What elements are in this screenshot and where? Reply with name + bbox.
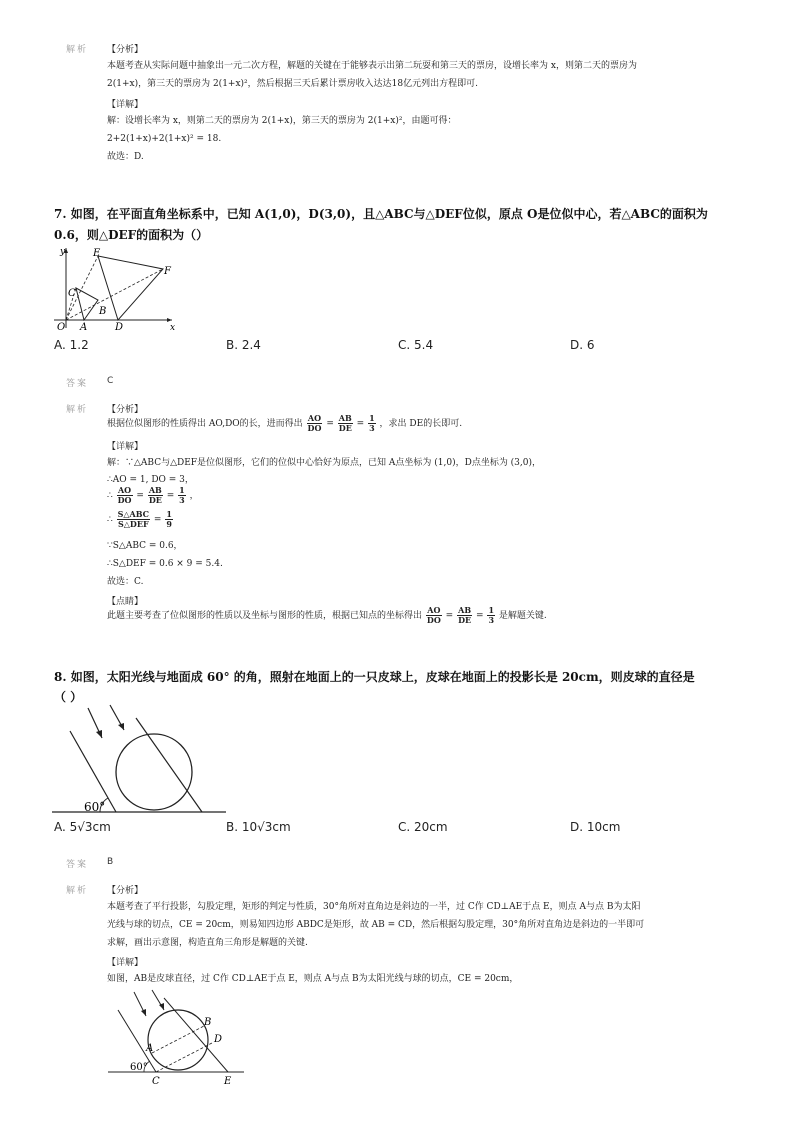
label-d: D [214,1034,223,1045]
q8-answer: B [107,857,114,867]
q7-conclusion: 故选：C. [107,577,144,587]
q7-figure [50,244,180,334]
q8-stem-line2: （ ） [54,690,83,704]
q6-analysis-line2: 2(1+x)，第三天的票房为 2(1+x)²，然后根据三天后累计票房收入达达18亿元列出方程即可. [107,79,478,89]
fraction-ao-do: $\frac{AO}{DO}$ [426,605,441,625]
label-y: y [60,247,66,257]
fraction-ab-de: $\frac{AB}{DE}$ [338,413,352,433]
label-b: B [99,306,107,317]
q7-detail-heading: 【详解】 [107,442,144,452]
arrow-head-icon [96,730,102,738]
triangle-def [98,256,163,320]
x-axis-arrow-icon [167,318,172,322]
q7-stem-line1: 7. 如图，在平面直角坐标系中，已知 A(1,0)，D(3,0)，且△ABC与△DEF位似，原点 O是位似中心，若△ABC的面积为 [54,207,708,221]
label-e: E [224,1076,232,1087]
q6-detail-line1: 解：设增长率为 x，则第二天的票房为 2(1+x)，第三天的票房为 2(1+x)²，由题可得： [107,116,457,126]
arrow-head-icon [159,1003,164,1010]
q8-analysis-heading: 【分析】 [107,886,144,896]
fraction-one-third: $\frac{1}{3}$ [179,485,185,505]
ball-circle [148,1010,208,1070]
q7-analysis-text-a: 根据位似图形的性质得出 AO,DO的长，进而得出 [107,419,303,429]
q7-answer-label: 答案 [66,379,89,389]
q7-analysis-label: 解析 [66,405,89,415]
q8-detail-heading: 【详解】 [107,958,144,968]
q8-analysis-line1: 本题考查了平行投影，勾股定理，矩形的判定与性质，30°角所对直角边是斜边的一半，过 C作 CD⊥AE于点 E，则点 A与点 B为太阳 [107,902,641,912]
q7-option-c: C. 5.4 [398,338,434,352]
q8-detail-line1: 如图，AB是皮球直径，过 C作 CD⊥AE于点 E，则点 A与点 B为太阳光线与球的切点，CE = 20cm， [107,974,519,984]
ray-of [66,269,163,320]
q8-solution-figure [104,988,254,1088]
ball-circle [116,734,192,810]
analysis-heading: 【分析】 [107,45,144,55]
sun-ray-right [136,718,202,812]
q7-detail-line4: ∴ $\frac{\text{S△ABC}}{\text{S△DEF}}$ = $\frac{1}{9}$ [107,509,172,529]
q8-option-a: A. 5√3cm [54,820,111,834]
q7-detail-line3: ∴ $\frac{AO}{DO}$ = $\frac{AB}{DE}$ = $\frac{1}{3}$ ， [107,485,199,505]
detail-heading: 【详解】 [107,100,144,110]
q8-option-d: D. 10cm [570,820,621,834]
q7-answer: C [107,376,114,386]
label-x: x [170,323,176,333]
q7-option-d: D. 6 [570,338,595,352]
label-d: D [115,322,124,333]
segment-cd [156,1043,212,1072]
q7-option-a: A. 1.2 [54,338,89,352]
analysis-label: 解析 [66,45,89,55]
angle-label: 60° [84,800,106,814]
fraction-ab-de: $\frac{AB}{DE}$ [148,485,162,505]
q8-stem-line1: 8. 如图，太阳光线与地面成 60° 的角，照射在地面上的一只皮球上，皮球在地面上的投影长是 20cm，则皮球的直径是 [54,670,695,684]
label-a: A [146,1043,154,1054]
q7-analysis-text-b: ，求出 DE的长即可. [379,419,463,429]
fraction-one-third: $\frac{1}{3}$ [488,605,495,625]
label-a: A [80,322,88,333]
fraction-area-ratio: $\frac{\text{S△ABC}}{\text{S△DEF}}$ [117,509,150,529]
q8-analysis-line3: 求解，画出示意图，构造直角三角形是解题的关键. [107,938,308,948]
label-c: C [68,288,76,299]
q8-analysis-label: 解析 [66,886,89,896]
q7-analysis-heading: 【分析】 [107,405,144,415]
q7-analysis-line: 根据位似图形的性质得出 AO,DO的长，进而得出 $\frac{AO}{DO}$ = $\frac{AB}{DE}$ = $\frac{1}{3}$ ，求出 DE的长即可. [107,413,463,433]
q7-tips-heading: 【点睛】 [107,597,144,607]
label-f: F [164,266,171,277]
q7-tips-line: 此题主要考查了位似图形的性质以及坐标与图形的性质，根据已知点的坐标得出 $\frac{AO}{DO}$ = $\frac{AB}{DE}$ = $\frac{1}{3}$ 是解题关键. [107,605,547,625]
fraction-ab-de: $\frac{AB}{DE}$ [458,605,472,625]
q8-figure [50,700,230,818]
q8-option-c: C. 20cm [398,820,448,834]
q7-stem-line2: 0.6，则△DEF的面积为（） [54,228,209,242]
q8-option-b: B. 10√3cm [226,820,291,834]
q8-analysis-line2: 光线与球的切点，CE = 20cm，则易知四边形 ABDC是矩形，故 AB = CD，然后根据勾股定理，30°角所对直角边是斜边的一半即可 [107,920,645,930]
label-c: C [152,1076,160,1087]
fraction-one-third: $\frac{1}{3}$ [369,413,375,433]
q6-conclusion: 故选：D. [107,152,144,162]
q7-detail-line5: ∵S△ABC = 0.6， [107,541,183,551]
q6-analysis-line1: 本题考查从实际问题中抽象出一元二次方程，解题的关键在于能够表示出第二玩耍和第三天的票房，设增长率为 x，则第二天的票房为 [107,61,637,71]
fraction-ao-do: $\frac{AO}{DO}$ [117,485,132,505]
fraction-ao-do: $\frac{AO}{DO}$ [307,413,322,433]
q7-detail-line6: ∴S△DEF = 0.6 × 9 = 5.4. [107,559,223,569]
label-b: B [204,1017,212,1028]
diameter-ab [152,1026,204,1053]
label-o: O [57,322,66,333]
q7-option-b: B. 2.4 [226,338,261,352]
arrow-head-icon [141,1009,146,1016]
q7-detail-line1: 解：∵△ABC与△DEF是位似图形，它们的位似中心恰好为原点，已知 A点坐标为 (1,0)，D点坐标为 (3,0)， [107,458,542,468]
angle-label: 60° [130,1062,148,1073]
q7-detail-line2: ∴AO = 1, DO = 3， [107,475,194,485]
arrow-head-icon [118,723,124,730]
fraction-one-ninth: $\frac{1}{9}$ [166,509,172,529]
q6-equation: 2+2(1+x)+2(1+x)² = 18. [107,134,222,144]
label-e: E [93,248,101,259]
q8-answer-label: 答案 [66,860,89,870]
